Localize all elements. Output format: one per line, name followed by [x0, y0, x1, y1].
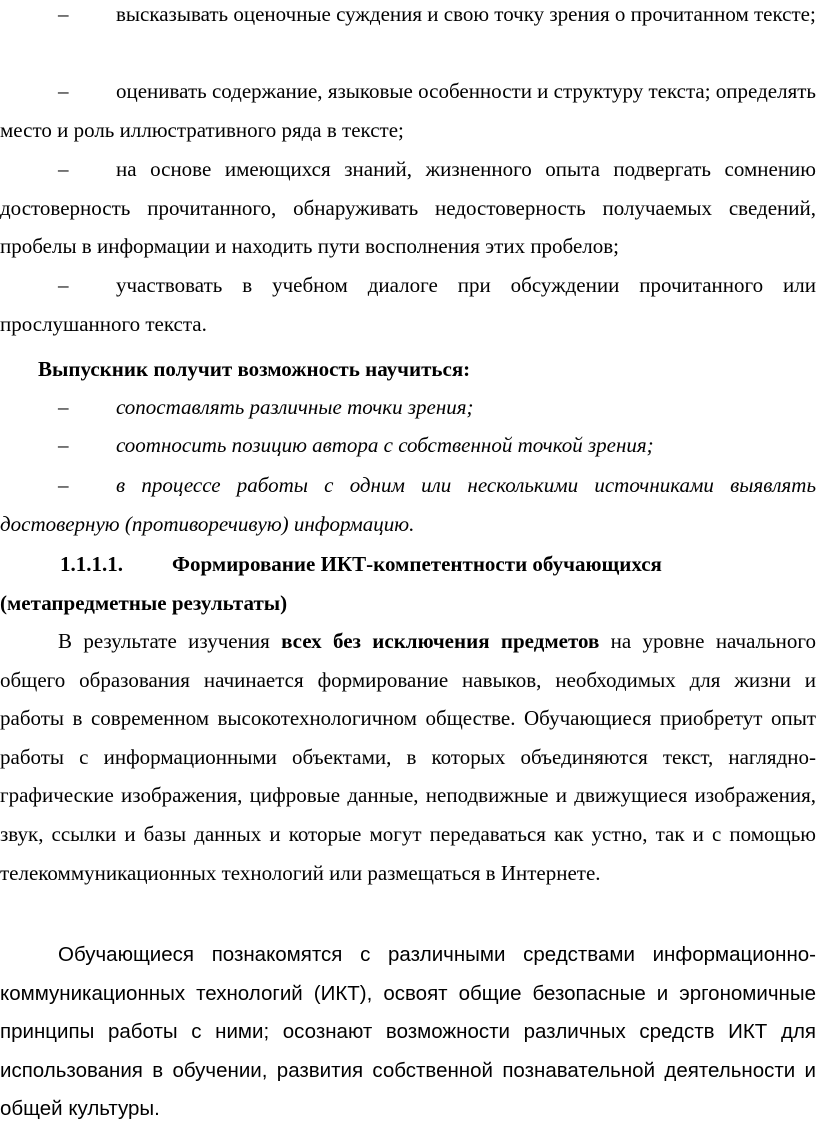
section-heading — [0, 545, 816, 584]
paragraph-text: В результате изучения — [58, 629, 282, 653]
list-item-text: высказывать оценочные суждения и свою точку зрения о прочитанном тексте; — [116, 2, 816, 26]
section-title: Формирование ИКТ-компетентности обучающихся — [172, 552, 662, 576]
section-number: 1.1.1.1. — [60, 552, 123, 576]
dash-marker: – — [58, 157, 69, 181]
dash-marker: – — [58, 395, 69, 419]
list-item — [0, 466, 816, 543]
list-item-text: в процессе работы с одним или несколькими источниками выявлять достоверную (противоречивую) информацию. — [0, 473, 816, 536]
list-item — [0, 266, 816, 343]
body-paragraph — [0, 622, 816, 892]
list-item — [0, 426, 816, 465]
section-title-continued: (метапредметные результаты) — [0, 591, 288, 615]
paragraph-text: на уровне начального общего образования начинается формирование навыков, необходимых для жизни и работы в современном высокотехнологичном обществе. Обучающиеся приобретут опыт работы с информационными объектами, в которых объединяются текст, наглядно-графические изображения, цифровые данные, неподвижные и движущиеся изображения, звук, ссылки и базы данных и которые могут передаваться как устно, так и с помощью телекоммуникационных технологий или размещаться в Интернете. — [0, 629, 816, 885]
dash-marker: – — [58, 273, 69, 297]
list-item-text: соотносить позицию автора с собственной точкой зрения; — [116, 433, 654, 457]
list-item — [0, 72, 816, 149]
dash-marker: – — [58, 433, 69, 457]
opportunity-heading: Выпускник получит возможность научиться: — [38, 357, 471, 381]
body-paragraph-sans: Обучающиеся познакомятся с различными средствами информационно-коммуникационных технологий (ИКТ), освоят общие безопасные и эргономичные принципы работы с ними; осознают возможности различных средств ИКТ для использования в обучении, развития собственной познавательной деятельности и общей культуры. — [0, 943, 816, 1121]
list-item-text: оценивать содержание, языковые особенности и структуру текста; определять место и роль иллюстративного ряда в тексте; — [0, 79, 816, 142]
list-item-text: участвовать в учебном диалоге при обсуждении прочитанного или прослушанного текста. — [0, 273, 816, 336]
list-item-text: на основе имеющихся знаний, жизненного опыта подвергать сомнению достоверность прочитанного, обнаруживать недостоверность получаемых сведений, пробелы в информации и находить пути восполнения этих пробелов; — [0, 157, 816, 259]
dash-marker: – — [58, 79, 69, 103]
list-item — [0, 388, 816, 427]
dash-marker: – — [58, 473, 69, 497]
list-item — [0, 150, 816, 266]
dash-marker: – — [58, 2, 69, 26]
list-item — [0, 0, 816, 34]
list-item-text: сопоставлять различные точки зрения; — [116, 395, 474, 419]
emphasis-text: всех без исключения предметов — [281, 629, 600, 653]
